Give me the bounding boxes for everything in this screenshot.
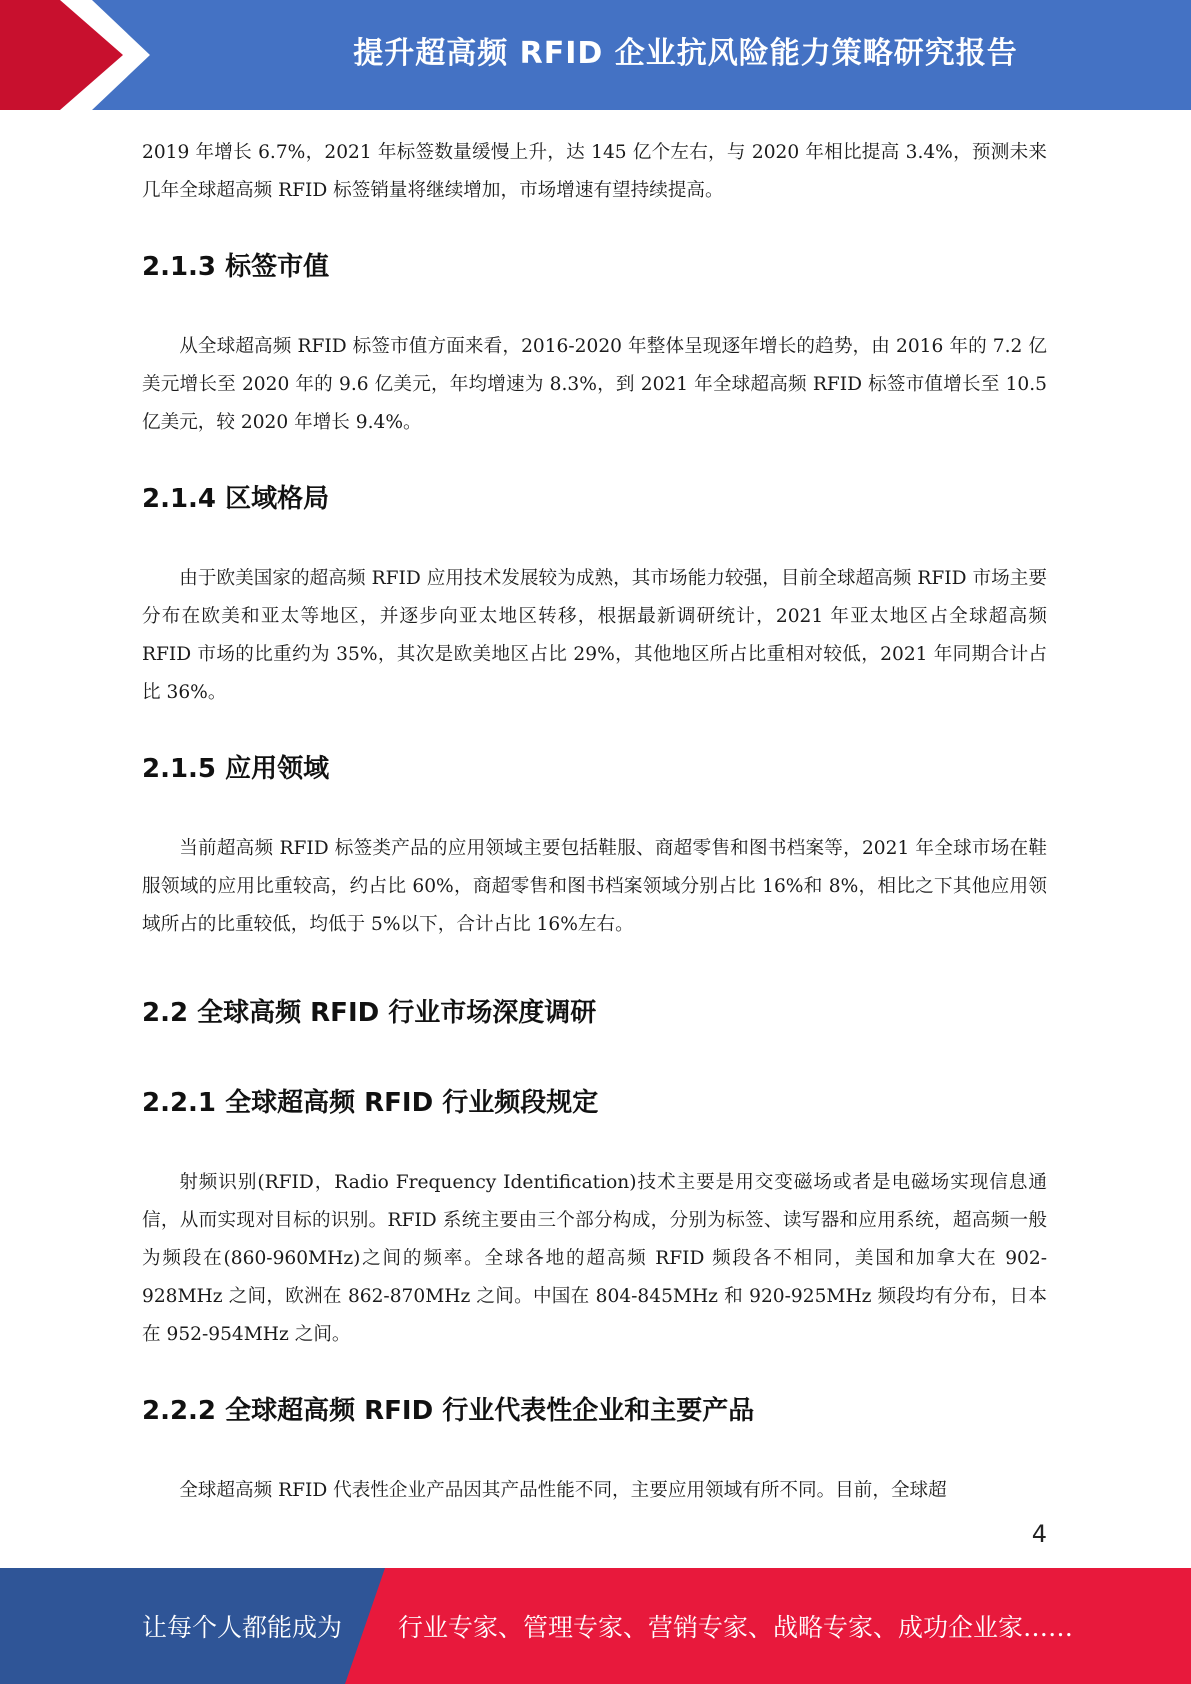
header-arrow-icon xyxy=(0,0,240,110)
section-paragraph-2-1-3: 从全球超高频 RFID 标签市值方面来看，2016-2020 年整体呈现逐年增长的趋势，由 2016 年的 7.2 亿美元增长至 2020 年的 9.6 亿美元，年均增速为 8.3%，到 2021 年全球超高频 RFID 标签市值增长至 10.5 亿美元，较 2020 年增长 9.4%。 xyxy=(142,336,1047,433)
intro-paragraph: 2019 年增长 6.7%，2021 年标签数量缓慢上升，达 145 亿个左右，与 2020 年相比提高 3.4%，预测未来几年全球超高频 RFID 标签销量将继续增加，市场增速有望持续提高。 xyxy=(142,142,1047,201)
section-paragraph-2-1-5: 当前超高频 RFID 标签类产品的应用领域主要包括鞋服、商超零售和图书档案等，2021 年全球市场在鞋服领域的应用比重较高，约占比 60%，商超零售和图书档案领域分别占比 16%和 8%，相比之下其他应用领域所占的比重较低，均低于 5%以下，合计占比 16%左右。 xyxy=(142,838,1047,935)
page-number: 4 xyxy=(1031,1520,1047,1548)
section-heading-2-1-3: 2.1.3 标签市值 xyxy=(142,252,330,282)
page-content xyxy=(142,134,1047,1510)
section-paragraph-2-2-1: 射频识别(RFID，Radio Frequency Identification)技术主要是用交变磁场或者是电磁场实现信息通信，从而实现对目标的识别。RFID 系统主要由三个部分构成，分别为标签、读写器和应用系统，超高频一般为频段在(860-960MHz)之间的频率。全球各地的超高频 RFID 频段各不相同，美国和加拿大在 902-928MHz 之间，欧洲在 862-870MHz 之间。中国在 804-845MHz 和 920-925MHz 频段均有分布，日本在 952-954MHz 之间。 xyxy=(142,1172,1047,1345)
section-paragraph-2-1-4: 由于欧美国家的超高频 RFID 应用技术发展较为成熟，其市场能力较强，目前全球超高频 RFID 市场主要分布在欧美和亚太等地区，并逐步向亚太地区转移，根据最新调研统计，2021 年亚太地区占全球超高频 RFID 市场的比重约为 35%，其次是欧美地区占比 29%，其他地区所占比重相对较低，2021 年同期合计占比 36%。 xyxy=(142,568,1047,703)
footer-slogan-left: 让每个人都能成为 xyxy=(142,1613,343,1642)
section-heading-2-2-1: 2.2.1 全球超高频 RFID 行业频段规定 xyxy=(142,1088,599,1118)
footer-slogan-right: 行业专家、管理专家、营销专家、战略专家、成功企业家…… xyxy=(398,1613,1074,1642)
section-heading-2-1-4: 2.1.4 区域格局 xyxy=(142,484,330,514)
section-heading-2-2-2: 2.2.2 全球超高频 RFID 行业代表性企业和主要产品 xyxy=(142,1396,755,1426)
section-heading-2-1-5: 2.1.5 应用领域 xyxy=(142,754,330,784)
section-paragraph-2-2-2: 全球超高频 RFID 代表性企业产品因其产品性能不同，主要应用领域有所不同。目前，全球超 xyxy=(179,1480,947,1501)
page-footer xyxy=(0,1568,1191,1684)
page-header xyxy=(0,0,1191,110)
section-heading-2-2: 2.2 全球高频 RFID 行业市场深度调研 xyxy=(142,998,597,1028)
report-title: 提升超高频 RFID 企业抗风险能力策略研究报告 xyxy=(353,36,1018,71)
